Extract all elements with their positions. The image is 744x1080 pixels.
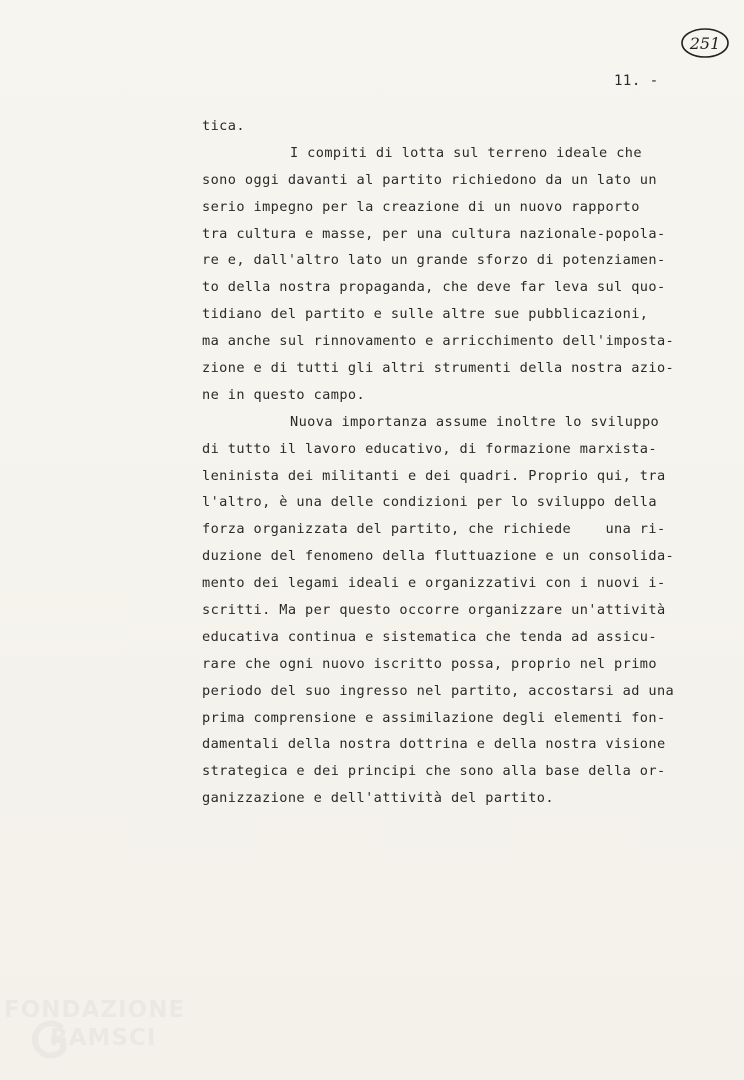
archive-number: 251	[689, 34, 721, 53]
text-line: l'altro, è una delle condizioni per lo sviluppo della	[202, 494, 657, 511]
fondazione-gramsci-watermark	[4, 996, 194, 1076]
text-line: strategica e dei principi che sono alla base della or-	[202, 763, 666, 780]
text-line: re e, dall'altro lato un grande sforzo di potenziamen-	[202, 252, 666, 269]
gramsci-g-logo-icon	[32, 1020, 68, 1060]
archive-circle-icon	[680, 26, 730, 60]
text-line: educativa continua e sistematica che tenda ad assicu-	[202, 628, 657, 645]
text-line: ganizzazione e dell'attività del partito.	[202, 790, 554, 807]
text-line: sono oggi davanti al partito richiedono da un lato un	[202, 171, 657, 188]
text-line: I compiti di lotta sul terreno ideale che	[290, 144, 642, 161]
text-line: ma anche sul rinnovamento e arricchimento dell'imposta-	[202, 333, 675, 350]
watermark-line1: FONDAZIONE	[4, 997, 186, 1023]
body-text	[202, 113, 712, 812]
text-line: ne in questo campo.	[202, 386, 366, 403]
text-line: leninista dei militanti e dei quadri. Proprio qui, tra	[202, 467, 666, 484]
text-line: tica.	[202, 118, 245, 134]
text-line: scritti. Ma per questo occorre organizzare un'attività	[202, 602, 666, 619]
text-line: serio impegno per la creazione di un nuovo rapporto	[202, 198, 640, 215]
text-line: rare che ogni nuovo iscritto possa, proprio nel primo	[202, 655, 657, 672]
text-line: periodo del suo ingresso nel partito, accostarsi ad una	[202, 682, 675, 699]
text-line: tidiano del partito e sulle altre sue pubblicazioni,	[202, 306, 649, 323]
watermark-line2: RAMSCI	[50, 1025, 157, 1051]
text-line: mento dei legami ideali e organizzativi con i nuovi i-	[202, 575, 666, 592]
text-line: to della nostra propaganda, che deve far leva sul quo-	[202, 279, 666, 296]
text-line: prima comprensione e assimilazione degli elementi fon-	[202, 709, 666, 726]
text-line: forza organizzata del partito, che richiede una ri-	[202, 521, 666, 538]
page-number: 11. -	[614, 73, 659, 89]
text-line: damentali della nostra dottrina e della nostra visione	[202, 736, 666, 753]
text-line: di tutto il lavoro educativo, di formazione marxista-	[202, 440, 657, 457]
text-line: zione e di tutti gli altri strumenti della nostra azio-	[202, 360, 675, 377]
text-line: Nuova importanza assume inoltre lo sviluppo	[290, 413, 660, 430]
archive-stamp	[680, 26, 730, 60]
text-line: tra cultura e masse, per una cultura nazionale-popola-	[202, 225, 666, 242]
text-line: duzione del fenomeno della fluttuazione e un consolida-	[202, 548, 675, 565]
